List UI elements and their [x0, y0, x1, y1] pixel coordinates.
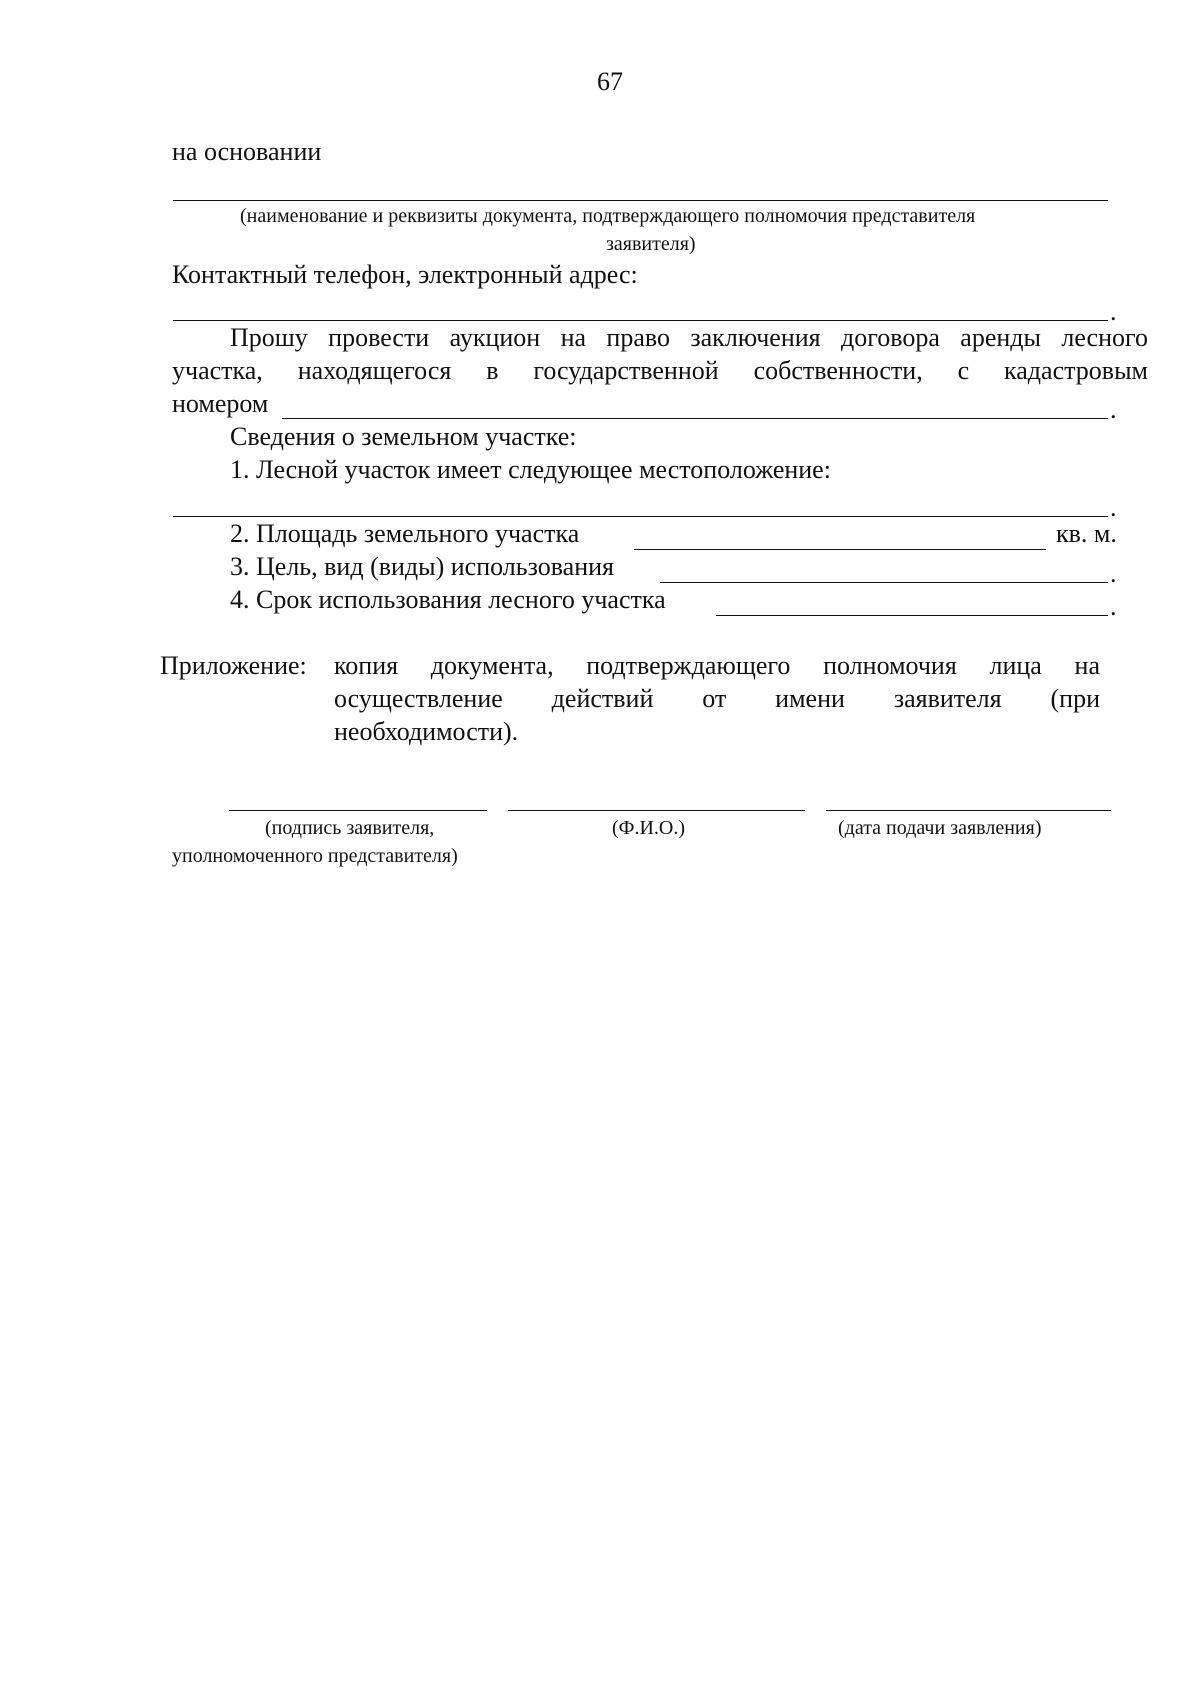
date-line — [826, 810, 1111, 811]
contact-fill-line — [173, 320, 1108, 321]
appendix-line2: осуществление действий от имени заявителя (при — [334, 684, 1100, 713]
land-info-item2-unit: кв. м. — [1056, 519, 1117, 548]
basis-label: на основании — [172, 137, 322, 166]
full-name-line — [508, 810, 805, 811]
page-number: 67 — [597, 67, 623, 96]
term-fill-line — [716, 615, 1108, 616]
appendix-line1: копия документа, подтверждающего полномочия лица на — [334, 651, 1100, 680]
land-info-item3-end: . — [1110, 559, 1117, 588]
date-caption: (дата подачи заявления) — [838, 817, 1042, 839]
appendix-line3: необходимости). — [334, 717, 519, 746]
contact-line-end: . — [1110, 297, 1117, 326]
request-line2: участка, находящегося в государственной собственности, с кадастровым — [172, 356, 1148, 385]
purpose-fill-line — [660, 582, 1108, 583]
location-fill-line — [173, 516, 1108, 517]
basis-caption-line1: (наименование и реквизиты документа, подтверждающего полномочия представителя — [240, 205, 976, 227]
land-info-item1-end: . — [1110, 493, 1117, 522]
cadastral-number-line — [282, 418, 1108, 419]
land-info-item3-label: 3. Цель, вид (виды) использования — [230, 552, 615, 581]
signature-caption-line1: (подпись заявителя, — [265, 817, 435, 839]
basis-fill-line — [173, 200, 1108, 201]
land-info-item4-label: 4. Срок использования лесного участка — [230, 585, 666, 614]
request-line3-label: номером — [172, 389, 269, 418]
land-info-heading: Сведения о земельном участке: — [230, 422, 577, 451]
land-info-item1: 1. Лесной участок имеет следующее местоположение: — [230, 455, 831, 484]
request-line3-end: . — [1110, 395, 1117, 424]
area-fill-line — [634, 549, 1046, 550]
contact-label: Контактный телефон, электронный адрес: — [172, 260, 638, 289]
basis-caption-line2: заявителя) — [606, 233, 696, 255]
land-info-item4-end: . — [1110, 592, 1117, 621]
request-line1: Прошу провести аукцион на право заключения договора аренды лесного — [230, 323, 1148, 352]
appendix-label: Приложение: — [160, 651, 307, 680]
signature-line — [229, 810, 487, 811]
land-info-item2-label: 2. Площадь земельного участка — [230, 519, 580, 548]
full-name-caption: (Ф.И.О.) — [612, 817, 686, 839]
signature-caption-line2: уполномоченного представителя) — [172, 845, 458, 867]
